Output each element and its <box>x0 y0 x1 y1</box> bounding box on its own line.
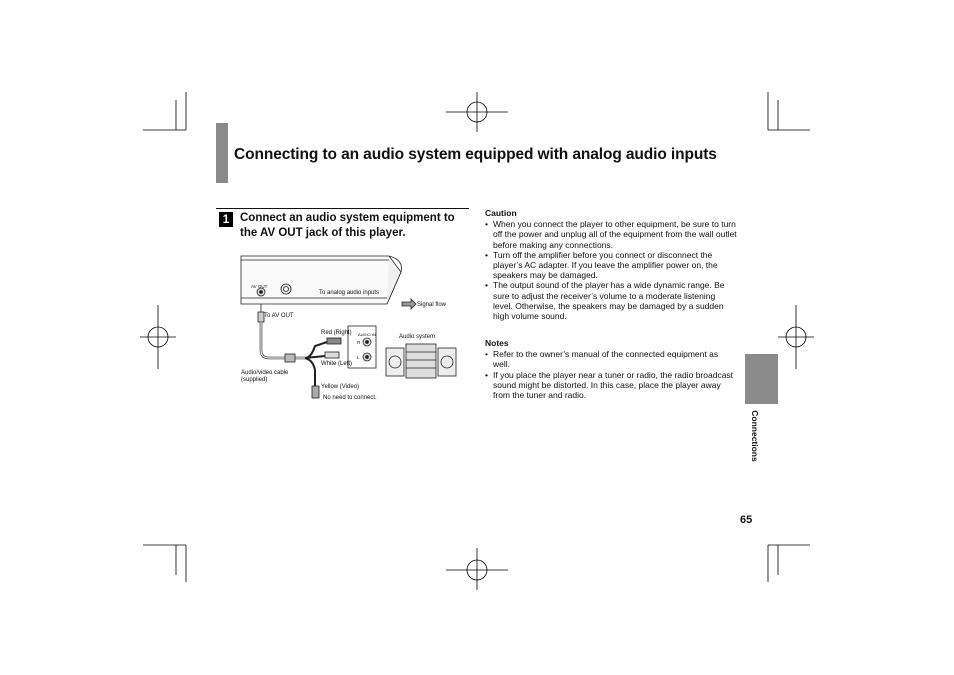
av-out-jack-label: AV OUT <box>251 284 268 289</box>
notes-list <box>485 349 737 400</box>
notes-section <box>485 338 737 400</box>
to-av-out-label: To AV OUT <box>264 313 294 319</box>
red-right-label: Red (Right) <box>321 330 352 336</box>
caution-heading: Caution <box>485 208 517 218</box>
section-tab <box>745 354 778 404</box>
caution-section <box>485 208 737 321</box>
notes-item: • If you place the player near a tuner or radio, the radio broadcast sound might be distorted. In this case, place the player away from the tuner and radio. <box>485 370 737 401</box>
notes-heading: Notes <box>485 338 509 348</box>
page-title: Connecting to an audio system equipped with analog audio inputs <box>234 146 717 163</box>
step-divider <box>216 208 469 209</box>
section-tab-label: Connections <box>750 410 760 462</box>
audio-in-r-label: R <box>357 340 361 345</box>
step-number-badge: 1 <box>219 212 233 227</box>
connection-diagram <box>239 246 469 411</box>
audio-in-label: AUDIO IN <box>358 332 376 337</box>
yellow-video-label: Yellow (Video) <box>321 384 360 390</box>
white-left-label: White (Left) <box>321 361 353 367</box>
caution-item: • When you connect the player to other equipment, be sure to turn off the power and unplug all of the equipment from the wall outlet before making any connections. <box>485 219 737 250</box>
audio-in-l-label: L <box>357 355 360 360</box>
no-need-label: No need to connect. <box>323 395 377 401</box>
caution-item: • Turn off the amplifier before you connect or disconnect the player’s AC adapter. If you leave the amplifier power on, the speakers may be damaged. <box>485 250 737 281</box>
caution-list <box>485 219 737 321</box>
notes-item: • Refer to the owner’s manual of the connected equipment as well. <box>485 349 737 369</box>
page-number: 65 <box>740 514 753 526</box>
title-accent-bar <box>216 123 228 183</box>
cable-label-line2: (supplied) <box>241 377 268 383</box>
caution-item: • The output sound of the player has a wide dynamic range. Be sure to adjust the receiver’s volume to a moderate listening level. Otherwise, the speakers may be damaged by a sudden high volume sound. <box>485 280 737 321</box>
to-analog-inputs-label: To analog audio inputs <box>319 290 380 296</box>
step-instruction: Connect an audio system equipment to the AV OUT jack of this player. <box>240 212 455 239</box>
cable-label-line1: Audio/video cable <box>241 370 289 376</box>
signal-flow-label: Signal flow <box>417 302 447 308</box>
audio-system-label: Audio system <box>399 334 436 340</box>
